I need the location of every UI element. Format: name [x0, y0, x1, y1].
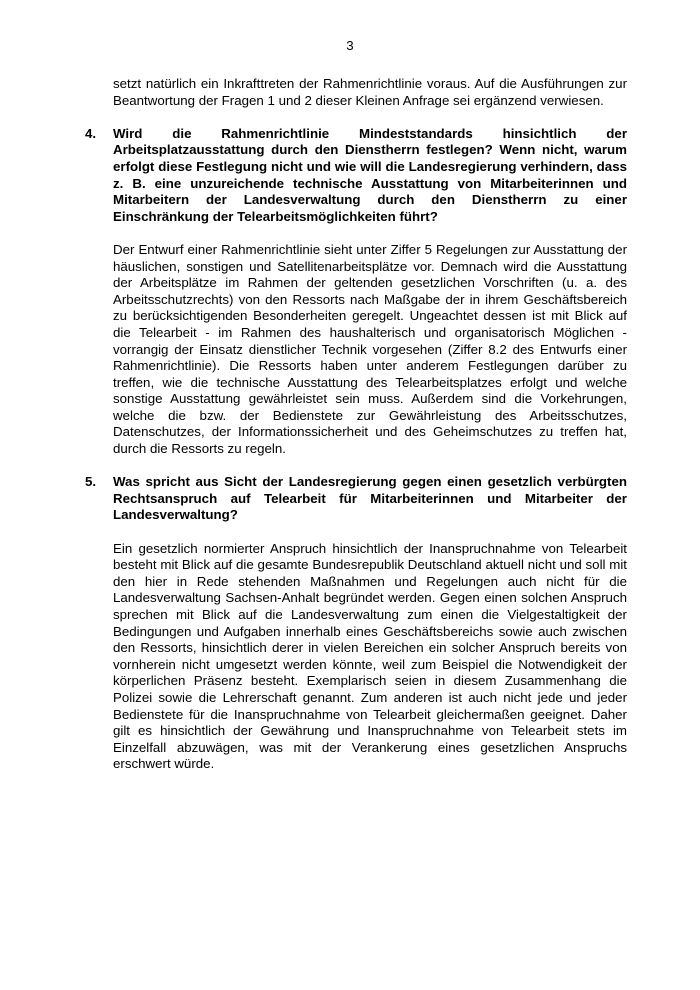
question-4-number: 4.	[85, 125, 97, 141]
question-5-text: Was spricht aus Sicht der Landesregierung gegen einen gesetzlich verbürgten Rechtsanspruch auf Telearbeit für Mitarbeiterinnen und Mitarbeiter der Landesverwaltung?	[113, 474, 627, 523]
question-item-4	[85, 125, 627, 458]
page-number: 3	[346, 38, 354, 53]
answer-4-paragraph: Der Entwurf einer Rahmenrichtlinie sieht unter Ziffer 5 Regelungen zur Ausstattung der häuslichen, sonstigen und Satellitenarbeitsplätze vor. Demnach wird die Ausstattung der Arbeitsplätze im Rahmen der geltenden gesetzlichen Vorschriften (u. a. des Arbeitsschutzrechts) von den Ressorts nach Maßgabe der in ihrem Geschäftsbereich zu berücksichtigenden Besonderheiten geregelt. Ungeachtet dessen ist mit Blick auf die Telearbeit - im Rahmen des haushalterisch und organisatorisch Möglichen - vorrangig der Einsatz dienstlicher Technik vorgesehen (Ziffer 8.2 des Entwurfs einer Rahmenrichtlinie). Die Ressorts haben unter anderem Festlegungen darüber zu treffen, wie die technische Ausstattung des Telearbeitsplatzes erfolgt und welche sonstige Ausstattung gewährleistet sein muss. Außerdem sind die Vorkehrungen, welche die bzw. der Bedienstete zur Gewährleistung des Arbeitsschutzes, Datenschutzes, der Informationssicherheit und des Geheimschutzes zu treffen hat, durch die Ressorts zu regeln.	[113, 241, 627, 457]
intro-paragraph: setzt natürlich ein Inkrafttreten der Rahmenrichtlinie voraus. Auf die Ausführungen zur Beantwortung der Fragen 1 und 2 dieser Kleinen Anfrage sei ergänzend verwiesen.	[113, 76, 627, 108]
answer-5-paragraph: Ein gesetzlich normierter Anspruch hinsichtlich der Inanspruchnahme von Telearbeit besteht mit Blick auf die gesamte Bundesrepublik Deutschland aktuell nicht und soll mit den hier in Rede stehenden Maßnahmen und Regelungen auch nicht für die Landesverwaltung Sachsen-Anhalt begründet werden. Gegen einen solchen Anspruch sprechen mit Blick auf die Landesverwaltung zum einen die Vielgestaltigkeit der Bedingungen und Aufgaben innerhalb eines Geschäftsbereichs sowie auch zwischen den Ressorts, hinsichtlich derer in vielen Bereichen ein solcher Anspruch bereits von vornherein nicht umgesetzt werden könnte, weil zum Beispiel die Notwendigkeit der körperlichen Präsenz besteht. Exemplarisch seien in diesem Zusammenhang die Polizei sowie die Lehrerschaft genannt. Zum anderen ist auch nicht jede und jeder Bedienstete für die Inanspruchnahme von Telearbeit gleichermaßen geeignet. Daher gilt es hinsichtlich der Gewährung und Inanspruchnahme von Telearbeit stets im Einzelfall abzuwägen, was mit der Verankerung eines gesetzlichen Anspruchs erschwert würde.	[113, 540, 627, 772]
question-4-heading	[85, 125, 627, 226]
question-item-5	[85, 474, 627, 773]
question-4-text: Wird die Rahmenrichtlinie Mindeststandards hinsichtlich der Arbeitsplatzausstattung durch den Dienstherrn festlegen? Wenn nicht, warum erfolgt diese Festlegung nicht und wie will die Landesregierung verhindern, dass z. B. eine unzureichende technische Ausstattung von Mitarbeiterinnen und Mitarbeitern der Landesverwaltung durch den Dienstherrn zu einer Einschränkung der Telearbeitsmöglichkeiten führt?	[113, 125, 627, 224]
document-body	[85, 76, 627, 790]
question-5-heading	[85, 474, 627, 524]
question-5-number: 5.	[85, 474, 97, 490]
